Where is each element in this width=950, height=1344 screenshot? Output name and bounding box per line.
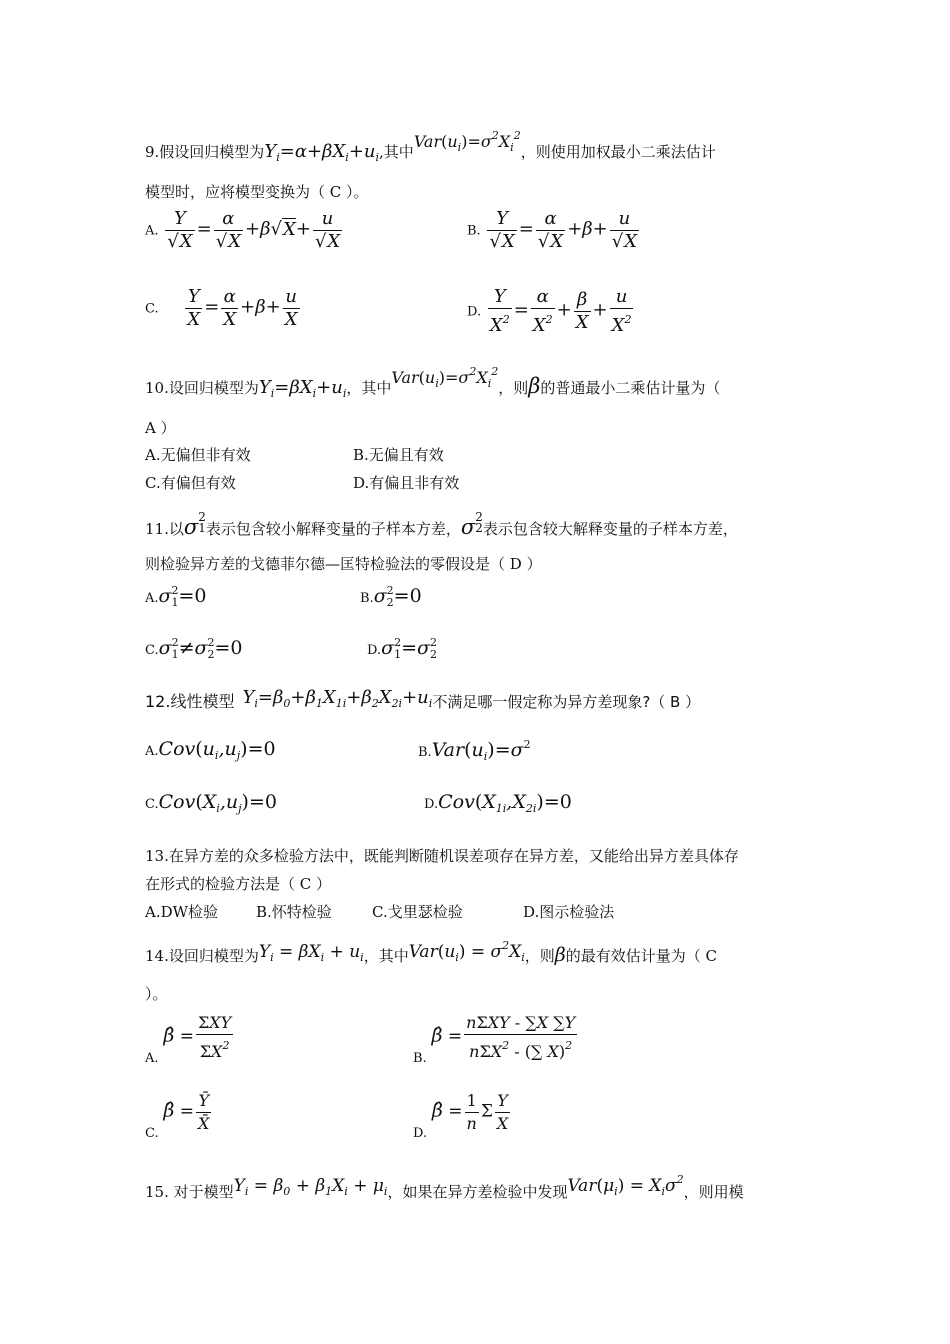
- q9-variance-formula: $Var(u_i)=\sigma^2X_i^2$: [413, 129, 521, 154]
- q11-option-d: $D.\sigma^2_1=\sigma^2_2$: [367, 636, 437, 661]
- q12-option-b: $B.Var(u_i)=\sigma^2$: [418, 738, 531, 763]
- q14-option-b: B. β̂ = $\frac{\text{nΣXY - ∑X ∑Y}}{n\Sigma X^2 - (\sum X)^2}$: [413, 1013, 576, 1066]
- sigma1-squared: σ2 1: [183, 510, 206, 539]
- q12-line1: 12.线性模型 $Y_i=\beta_0+\beta_1X_{1i}+\beta_2X_{2i}+u_i$不满足哪一假定称为异方差现象?（ B ）: [145, 687, 701, 711]
- q11-option-a: $A.\sigma^2_1=0$: [145, 584, 207, 609]
- q14-line2: ）。: [145, 985, 168, 1003]
- q10-variance-formula: $Var(u_i)=\sigma^2X_i^2$: [391, 365, 499, 390]
- q12-option-d: $D.Cov(X_{1i},X_{2i})=0$: [424, 791, 572, 815]
- q10-option-a: A.无偏但非有效: [145, 446, 251, 464]
- q13-option-c: C.戈里瑟检验: [372, 903, 463, 921]
- q9-model-formula: $Y_i=\alpha+\beta X_i+u_i$: [264, 141, 380, 164]
- q10-line1: 10.设回归模型为$Y_i=\beta X_i+u_i$，其中$Var(u_i)=\sigma^2X_i^2$，则β的普通最小二乘估计量为（: [145, 365, 721, 400]
- q10-option-b: B.无偏且有效: [353, 446, 444, 464]
- q10-option-c: C.有偏但有效: [145, 474, 236, 492]
- q14-option-c: C. β̂ = $\frac{Ȳ}{X̄}$: [145, 1091, 210, 1141]
- beta-symbol: β: [554, 944, 566, 966]
- q10-answer-line: A ）: [145, 419, 176, 437]
- q13-option-d: D.图示检验法: [523, 903, 615, 921]
- q9-option-c: C. $\frac{Y}{X}$ = $\frac{\alpha}{X}$ +β+ $\frac{u}{X}$: [145, 286, 298, 330]
- q15-variance-formula: $Var(\mu_i) = X_i\sigma^2$: [567, 1173, 684, 1198]
- q15-line1: 15. 对于模型$Y_i = \beta_0 + \beta_1X_i + \mu_i$，如果在异方差检验中发现$Var(\mu_i) = X_i\sigma^2$，则用模: [145, 1173, 744, 1201]
- q10-option-d: D.有偏且非有效: [353, 474, 460, 492]
- q13-option-b: B.怀特检验: [256, 903, 332, 921]
- q14-model-formula: $Y_i = \beta X_i + u_i$: [258, 942, 364, 964]
- beta-symbol: β: [528, 374, 541, 398]
- q9-line1: 9.假设回归模型为$Y_i=\alpha+\beta X_i+u_i$,其中$Var(u_i)=\sigma^2X_i^2$，则使用加权最小二乘法估计: [145, 129, 716, 164]
- q12-option-a: $A.Cov(u_i,u_j)=0$: [145, 738, 276, 762]
- sigma2-squared: σ2 2: [460, 510, 483, 539]
- q11-option-b: $B.\sigma^2_2=0$: [360, 584, 422, 609]
- q9-option-b: B. $\frac{Y}{√X}$ = $\frac{\alpha}{√X}$ +β+ $\frac{u}{√X}$: [467, 208, 638, 252]
- q11-line2: 则检验异方差的戈德菲尔德—匡特检验法的零假设是（ D ）: [145, 555, 542, 573]
- q10-model-formula: $Y_i=\beta X_i+u_i$: [258, 377, 347, 400]
- q14-option-a: A. β̂ = $\frac{\text{ΣXY}}{\Sigma X^2}$: [145, 1013, 232, 1066]
- q14-option-d: D. β̂ = $\frac{1}{n}$ Σ $\frac{Y}{X}$: [413, 1091, 509, 1141]
- q12-option-c: $C.Cov(X_i,u_j)=0$: [145, 791, 277, 815]
- q14-line1: 14.设回归模型为$Y_i = \beta X_i + u_i$，其中$Var(u_i) = \sigma^2X_i$，则β的最有效估计量为（ C: [145, 939, 718, 966]
- q15-model-formula: $Y_i = \beta_0 + \beta_1X_i + \mu_i$: [233, 1176, 388, 1198]
- q12-model-formula: $Y_i=\beta_0+\beta_1X_{1i}+\beta_2X_{2i}+u_i$: [242, 687, 433, 710]
- q9-option-a: A. $\frac{Y}{√X}$ = $\frac{\alpha}{√X}$ +β√X+ $\frac{u}{√X}$: [145, 208, 341, 252]
- q11-option-c: $C.\sigma^2_1\ne\sigma^2_2=0$: [145, 636, 243, 661]
- q13-option-a: A.DW检验: [145, 903, 219, 921]
- q13-line2: 在形式的检验方法是（ C ）: [145, 875, 332, 893]
- q13-line1: 13.在异方差的众多检验方法中，既能判断随机误差项存在异方差，又能给出异方差具体存: [145, 847, 739, 865]
- q14-variance-formula: $Var(u_i) = \sigma^2X_i$: [408, 939, 525, 964]
- q9-option-d: D. $\frac{Y}{X^2}$ = $\frac{\alpha}{X^2}$ + $\frac{\beta}{X}$ + $\frac{u}{X^2}$: [467, 286, 632, 336]
- q11-line1: 11.以σ2 1表示包含较小解释变量的子样本方差，σ2 2表示包含较大解释变量的子样本方差，: [145, 510, 738, 539]
- q9-line2: 模型时，应将模型变换为（ C ）。: [145, 183, 369, 201]
